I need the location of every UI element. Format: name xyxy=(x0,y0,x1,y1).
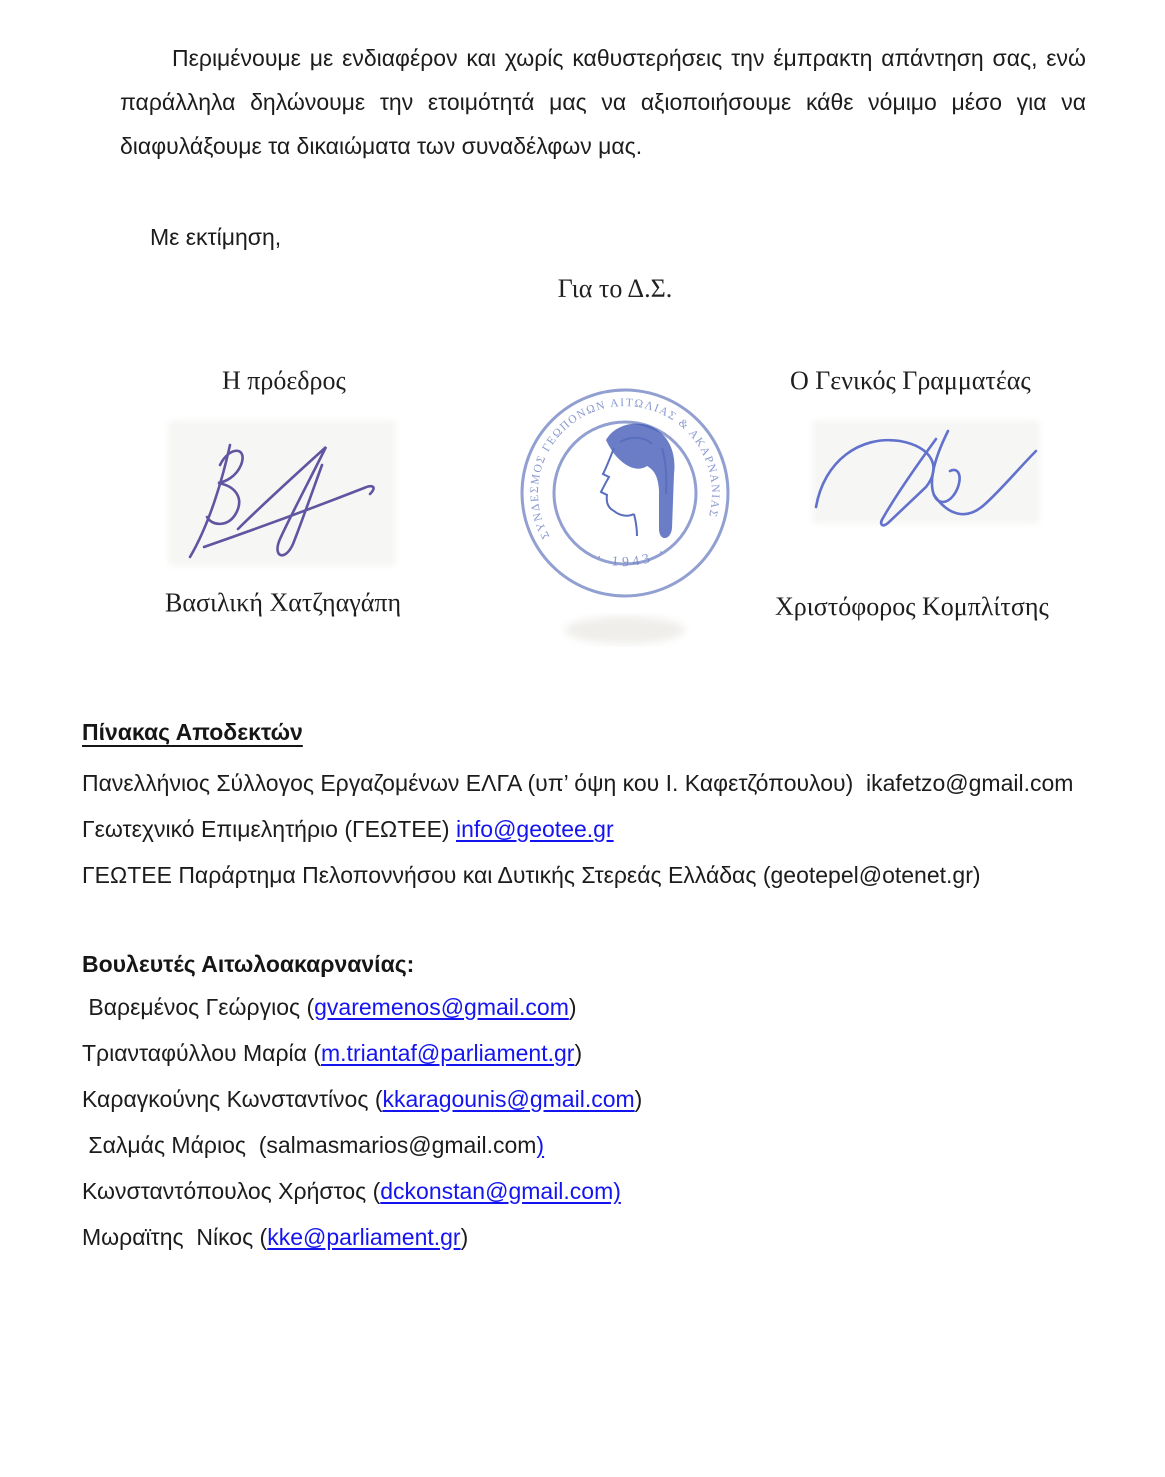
seal-shadow xyxy=(565,616,685,644)
email-link[interactable]: ) xyxy=(536,1132,545,1158)
seal-athena-head-icon xyxy=(601,424,674,538)
signature-title-secretary: Ο Γενικός Γραμματέας xyxy=(790,366,1031,395)
text-segment: ΓΕΩΤΕΕ Παράρτημα Πελοποννήσου και Δυτικής Στερεάς Ελλάδας (geotepel@otenet.gr) xyxy=(82,862,981,888)
email-link[interactable]: kkaragounis@gmail.com xyxy=(382,1086,635,1112)
recipients-heading: Πίνακας Αποδεκτών xyxy=(82,719,303,745)
text-segment: Βαρεμένος Γεώργιος ( xyxy=(82,994,315,1020)
mps-heading: Βουλευτές Αιτωλοακαρνανίας: xyxy=(82,951,415,977)
text-segment: Καραγκούνης Κωνσταντίνος ( xyxy=(82,1086,383,1112)
official-seal-icon xyxy=(510,378,740,663)
email-link[interactable]: dckonstan@gmail.com) xyxy=(380,1178,621,1204)
mp-line xyxy=(82,1134,642,1157)
mp-line xyxy=(82,1088,642,1111)
text-segment: ) xyxy=(460,1224,469,1250)
secretary-name: Χριστόφορος Κομπλίτσης xyxy=(775,592,1049,621)
mp-line xyxy=(82,1226,642,1249)
secretary-signature-icon xyxy=(808,425,1043,530)
mp-line xyxy=(82,996,642,1019)
closing-for-the-board: Για το Δ.Σ. xyxy=(557,274,673,303)
text-segment: ) xyxy=(574,1040,583,1066)
mps-list xyxy=(82,996,642,1272)
signature-title-president: Η πρόεδρος xyxy=(222,366,346,395)
text-segment: Γεωτεχνικό Επιμελητήριο (ΓΕΩΤΕΕ) xyxy=(82,816,456,842)
body-paragraph: Περιμένουμε με ενδιαφέρον και χωρίς καθυστερήσεις την έμπρακτη απάντηση σας, ενώ παράλληλα δηλώνουμε την ετοιμότητά μας να αξιοποιήσουμε κάθε νόμιμο μέσο για να διαφυλάξουμε τα δικαιώματα των συναδέλφων μας. xyxy=(120,45,1086,159)
seal-year-text: · 1943 · xyxy=(594,543,671,571)
mp-line xyxy=(82,1042,642,1065)
recipient-line xyxy=(82,772,1073,795)
closing-regards: Με εκτίμηση, xyxy=(150,224,282,250)
email-link[interactable]: m.triantaf@parliament.gr xyxy=(321,1040,575,1066)
email-link[interactable]: info@geotee.gr xyxy=(456,816,614,842)
email-link[interactable]: gvaremenos@gmail.com xyxy=(314,994,569,1020)
president-name: Βασιλική Χατζηαγάπη xyxy=(165,588,402,617)
seal-legend-text: ΣΥΝΔΕΣΜΟΣ ΓΕΩΠΟΝΩΝ ΑΙΤΩΛΙΑΣ & ΑΚΑΡΝΑΝΙΑΣ xyxy=(528,396,722,541)
text-segment: Τριανταφύλλου Μαρία ( xyxy=(82,1040,321,1066)
text-segment: Σαλμάς Μάριος (salmasmarios@gmail.com xyxy=(82,1132,537,1158)
recipient-line xyxy=(82,864,1073,887)
recipients-list xyxy=(82,772,1073,910)
text-segment: Πανελλήνιος Σύλλογος Εργαζομένων ΕΛΓΑ (υπ’ όψη κου Ι. Καφετζόπουλου) ikafetzo@gmail.com xyxy=(82,770,1074,796)
email-link[interactable]: kke@parliament.gr xyxy=(267,1224,461,1250)
text-segment: ) xyxy=(568,994,577,1020)
text-segment: Μωραϊτης Νίκος ( xyxy=(82,1224,268,1250)
president-signature-icon xyxy=(168,425,386,565)
mp-line xyxy=(82,1180,642,1203)
text-segment: ) xyxy=(634,1086,643,1112)
recipient-line xyxy=(82,818,1073,841)
text-segment: Κωνσταντόπουλος Χρήστος ( xyxy=(82,1178,381,1204)
